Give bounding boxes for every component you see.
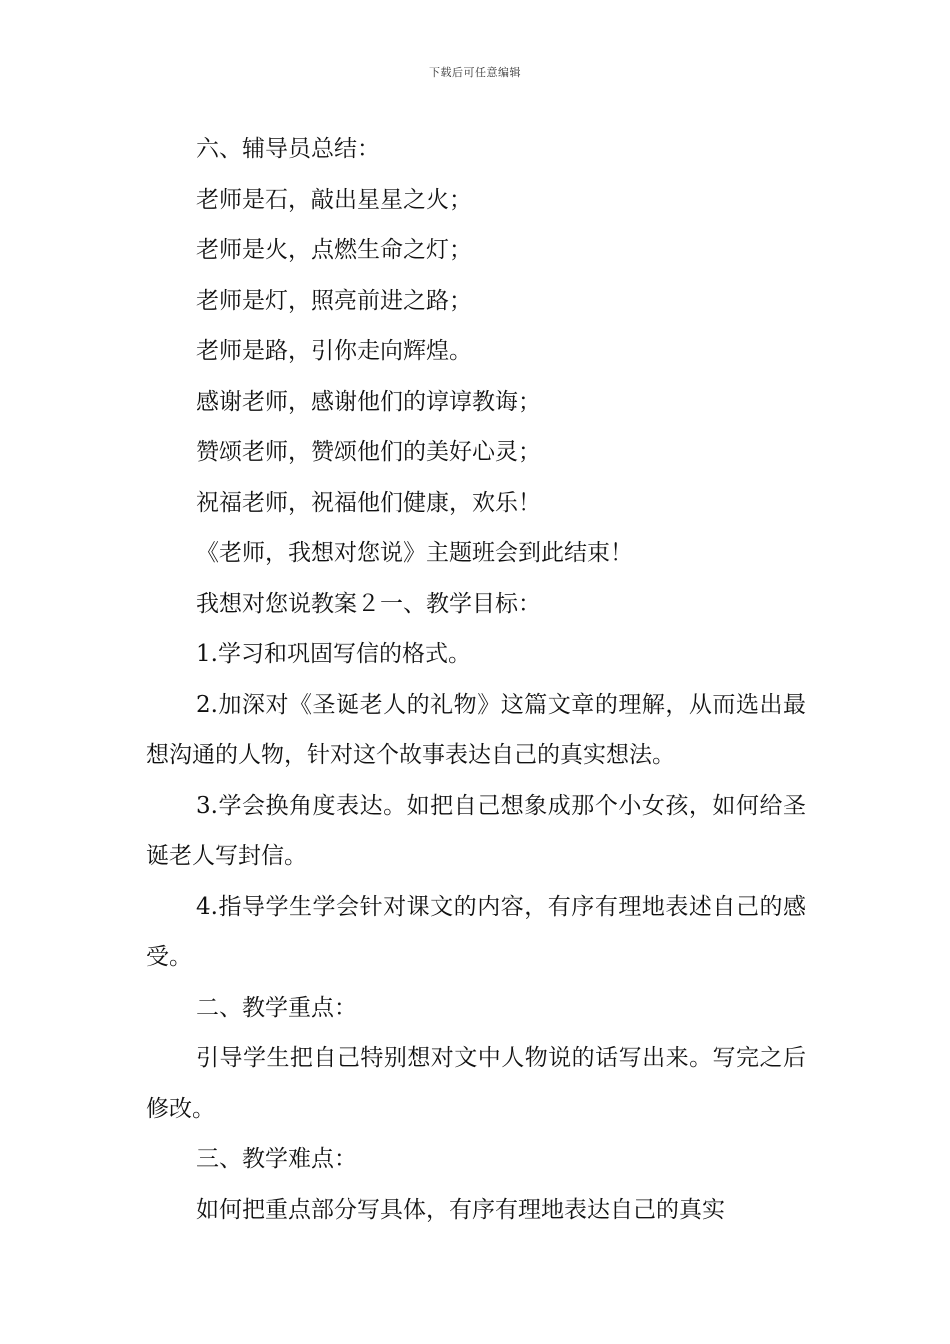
paragraph: 如何把重点部分写具体，有序有理地表达自己的真实 xyxy=(196,1196,725,1223)
heading-counselor-summary: 六、辅导员总结： xyxy=(196,136,380,162)
heading-teaching-goals: 我想对您说教案２一、教学目标： xyxy=(196,590,541,617)
heading-teaching-focus: 二、教学重点： xyxy=(196,994,357,1021)
paragraph: 引导学生把自己特别想对文中人物说的话写出来。写完之后修改。 xyxy=(146,1045,806,1122)
paragraph: 老师是火，点燃生命之灯； xyxy=(196,237,472,263)
paragraph: 赞颂老师，赞颂他们的美好心灵； xyxy=(196,439,541,465)
paragraph: 《老师，我想对您说》主题班会到此结束！ xyxy=(196,540,633,566)
list-item: 3.学会换角度表达。如把自己想象成那个小女孩，如何给圣诞老人写封信。 xyxy=(146,792,806,869)
paragraph: 老师是灯，照亮前进之路； xyxy=(196,287,472,314)
page-header: 下载后可任意编辑 xyxy=(429,66,521,79)
paragraph: 感谢老师，感谢他们的谆谆教诲； xyxy=(196,388,541,415)
heading-teaching-difficulty: 三、教学难点： xyxy=(196,1146,357,1172)
paragraph: 祝福老师，祝福他们健康，欢乐！ xyxy=(196,489,541,516)
list-item: 2.加深对《圣诞老人的礼物》这篇文章的理解，从而选出最想沟通的人物，针对这个故事表达自己的真实想法。 xyxy=(146,691,806,768)
paragraph: 老师是石，敲出星星之火； xyxy=(196,186,472,213)
paragraph: 老师是路，引你走向辉煌。 xyxy=(196,338,472,364)
document-body xyxy=(146,124,806,1235)
list-item: 1.学习和巩固写信的格式。 xyxy=(196,641,471,667)
list-item: 4.指导学生学会针对课文的内容，有序有理地表述自己的感受。 xyxy=(146,893,806,970)
